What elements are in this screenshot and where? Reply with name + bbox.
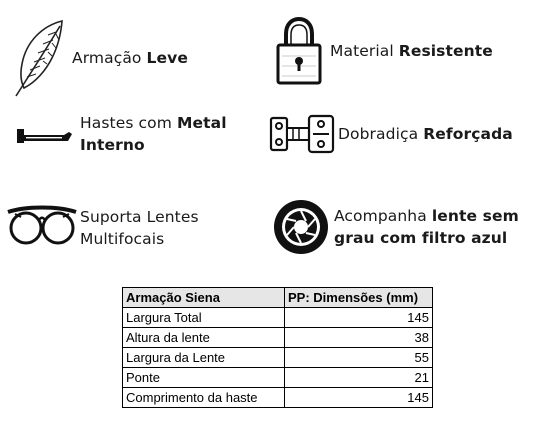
feature-blue-filter-lens	[268, 196, 534, 258]
row-label: Largura Total	[123, 308, 285, 328]
row-value: 38	[285, 328, 433, 348]
row-label: Largura da Lente	[123, 348, 285, 368]
round-glasses-icon	[4, 198, 80, 258]
feature-resistant-material	[268, 16, 530, 86]
temple-arm-icon	[8, 112, 80, 156]
camera-aperture-icon	[268, 196, 334, 258]
feature-bold-text: Leve	[146, 49, 188, 67]
feature-text: Hastes com	[80, 114, 177, 132]
table-row	[123, 308, 433, 328]
feature-text: Acompanha	[334, 207, 432, 225]
feature-bold-text: Resistente	[398, 42, 493, 60]
row-value: 21	[285, 368, 433, 388]
feature-bold-text: lente sem grau com filtro azul	[334, 207, 519, 247]
table-row	[123, 328, 433, 348]
feature-text: Suporta Lentes Multifocais	[80, 208, 199, 248]
feature-bold-text: Metal Interno	[80, 114, 227, 154]
row-value: 55	[285, 348, 433, 368]
feature-multifocal-support	[4, 198, 230, 258]
column-header-model: Armação Siena	[123, 288, 285, 308]
table-row	[123, 348, 433, 368]
feature-reinforced-hinge	[268, 112, 538, 156]
table-row	[123, 388, 433, 408]
table-row	[123, 368, 433, 388]
feature-light-frame	[8, 16, 242, 100]
feather-icon	[8, 16, 72, 100]
feature-text: Armação	[72, 49, 147, 67]
row-value: 145	[285, 308, 433, 328]
row-label: Ponte	[123, 368, 285, 388]
feature-text: Material	[330, 42, 399, 60]
padlock-icon	[268, 16, 330, 86]
row-value: 145	[285, 388, 433, 408]
feature-text: Dobradiça	[338, 125, 424, 143]
row-label: Comprimento da haste	[123, 388, 285, 408]
row-label: Altura da lente	[123, 328, 285, 348]
feature-bold-text: Reforçada	[423, 125, 513, 143]
hinge-icon	[268, 112, 338, 156]
feature-metal-temples	[8, 112, 250, 156]
dimensions-table	[122, 287, 433, 408]
column-header-dimensions: PP: Dimensões (mm)	[285, 288, 433, 308]
table-header-row	[123, 288, 433, 308]
